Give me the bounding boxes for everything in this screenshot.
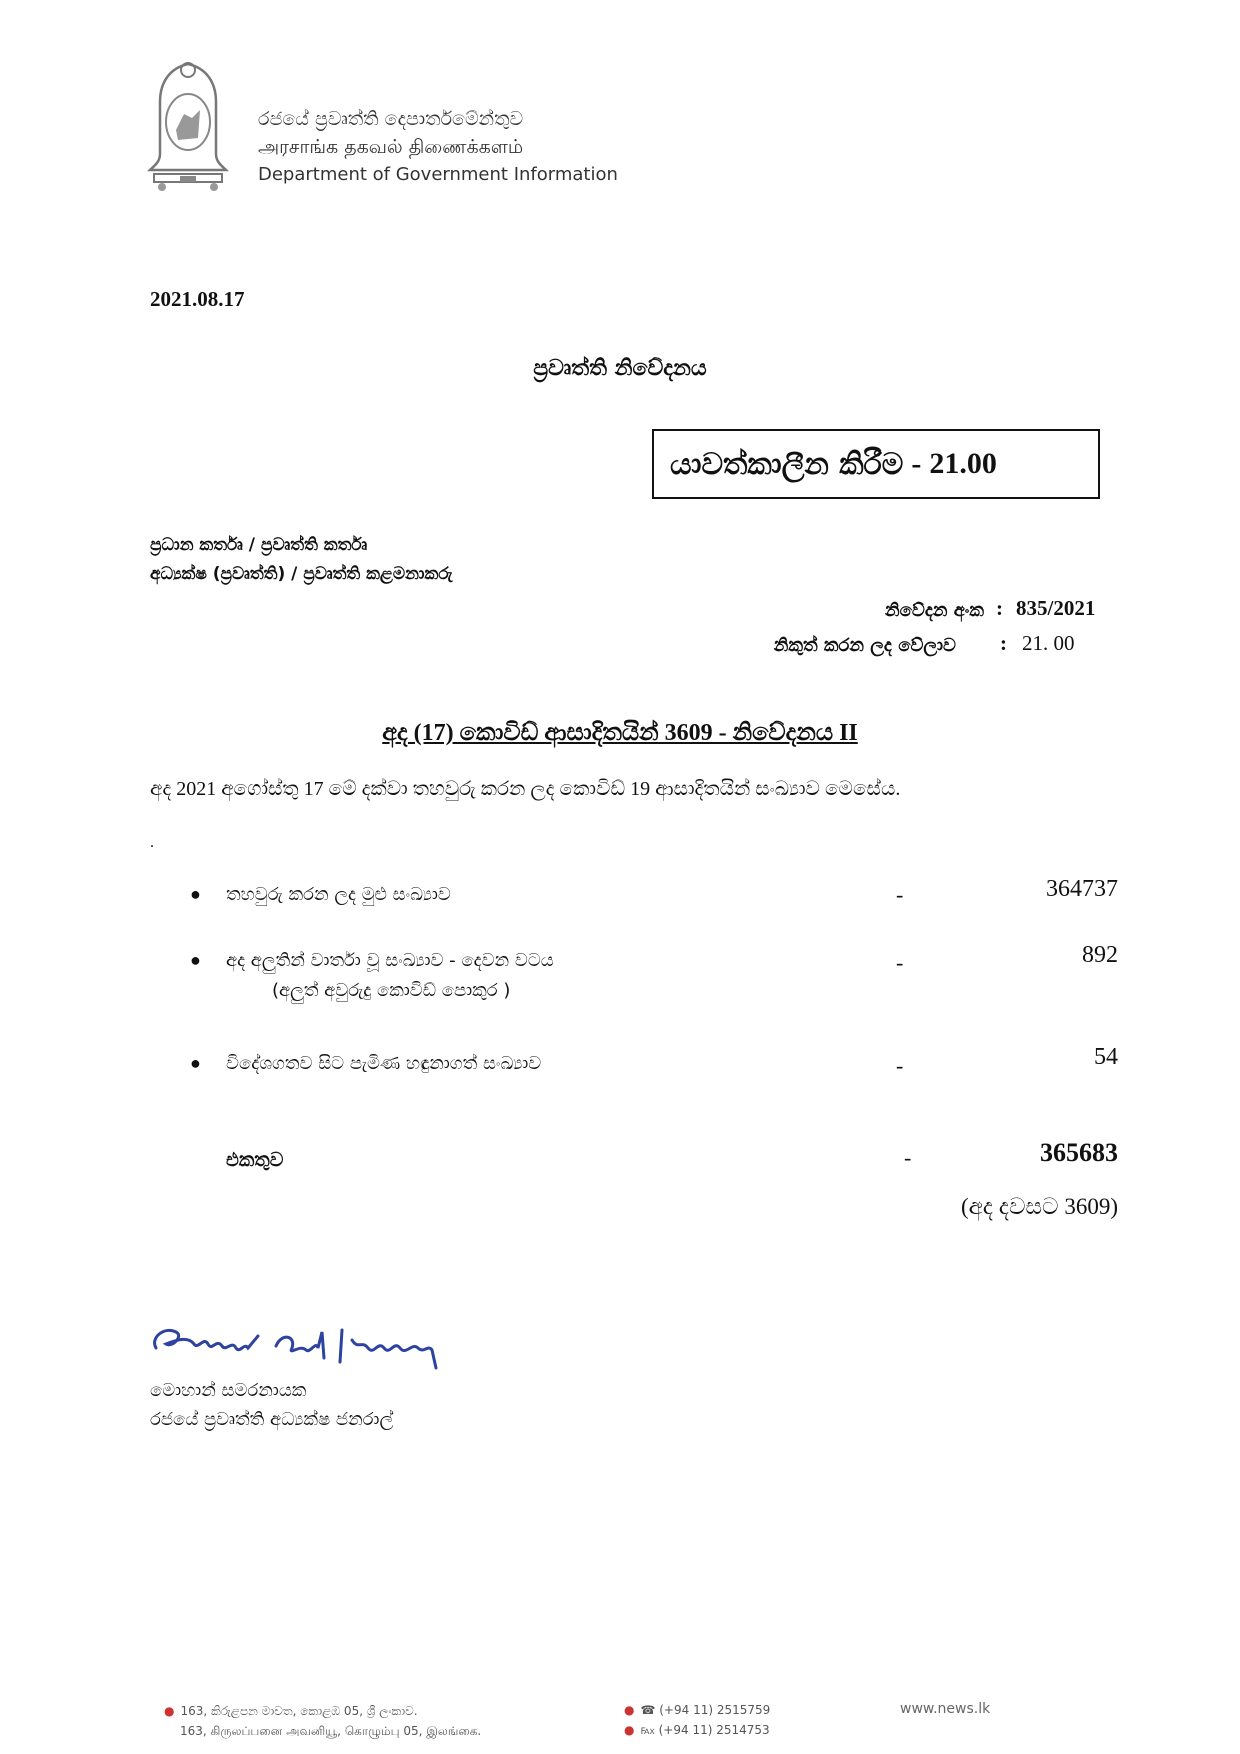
handwritten-signature — [146, 1318, 476, 1376]
release-time-label: නිකුත් කරන ලද වේලාව — [773, 635, 956, 656]
item-dash: - — [896, 882, 904, 907]
update-time: 21.00 — [929, 447, 997, 480]
bullet-icon: ● — [190, 884, 201, 904]
intro-paragraph: අද 2021 අගෝස්තු 17 මේ දක්වා තහවුරු කරන ලද කොවිඩ් 19 ආසාදිතයින් සංඛ්‍යාව මෙසේය. — [150, 778, 901, 800]
stray-mark: . — [150, 834, 154, 851]
document-date: 2021.08.17 — [150, 287, 245, 311]
footer-address-sinhala: ● 163, කිරුළපන මාවත, කොළඹ 05, ශ්‍රී ලංකාව. — [164, 1704, 418, 1718]
update-time-box — [652, 429, 1100, 499]
footer-telephone: ● ☎ (+94 11) 2515759 — [624, 1703, 771, 1717]
document-title: ප්‍රවෘත්ති නිවේදනය — [533, 356, 707, 381]
release-time-colon: : — [1000, 631, 1007, 655]
release-number-value: 835/2021 — [1016, 596, 1096, 620]
signatory-title: රජයේ ප්‍රවෘත්ති අධ්‍යක්ෂ ජනරාල් — [150, 1409, 394, 1430]
total-label: එකතුව — [226, 1149, 284, 1171]
bullet-icon: ● — [190, 1053, 201, 1073]
footer-website[interactable]: www.news.lk — [900, 1701, 991, 1717]
item-label: විදේශගතව සිට පැමිණ හඳුනාගත් සංඛ්‍යාව — [226, 1053, 542, 1074]
total-dash: - — [904, 1145, 912, 1170]
total-value: 365683 — [1040, 1138, 1118, 1167]
item-label: තහවුරු කරන ලද මුළු සංඛ්‍යාව — [226, 884, 451, 905]
item-value: 892 — [1082, 942, 1118, 968]
letterhead-name-tamil: அரசாங்க தகவல் திணைக்களம் — [258, 136, 524, 158]
release-number-colon: : — [996, 596, 1003, 620]
fax-icon: ℻ — [640, 1723, 659, 1737]
update-separator: - — [911, 447, 922, 480]
update-label: යාවත්කාලීන කිරීම — [670, 446, 904, 482]
release-number-label: නිවේදන අංක — [885, 600, 984, 621]
phone-icon: ☎ — [640, 1703, 660, 1717]
bullet-icon: ● — [190, 950, 201, 970]
release-time-value: 21. 00 — [1022, 631, 1075, 655]
item-dash: - — [896, 950, 904, 975]
signatory-name: මොහාන් සමරනායක — [150, 1380, 307, 1401]
item-value: 54 — [1094, 1044, 1118, 1070]
addressee-line-1: ප්‍රධාන කර්තෘ / ප්‍රවෘත්ති කර්තෘ — [150, 535, 368, 555]
release-heading: අද (17) කොවිඩ් ආසාදිතයින් 3609 - නිවේදනය II — [382, 720, 858, 746]
footer-fax: ● ℻ (+94 11) 2514753 — [624, 1723, 770, 1737]
letterhead-name-english: Department of Government Information — [258, 164, 618, 185]
item-value: 364737 — [1046, 876, 1118, 902]
item-dash: - — [896, 1053, 904, 1078]
government-emblem-icon — [140, 58, 236, 193]
today-count-note: (අද දවසට 3609) — [960, 1194, 1118, 1219]
item-sublabel: (අලුත් අවුරුදු කොවිඩ් පොකුර ) — [272, 980, 511, 1001]
footer-address-tamil: 163, கிருலப்பனை அவனியூ, கொழும்பு 05, இலங்கை. — [180, 1724, 482, 1738]
addressee-line-2: අධ්‍යක්ෂ (ප්‍රවෘත්ති) / ප්‍රවෘත්ති කළමනාකරු — [150, 564, 453, 584]
letterhead-name-sinhala: රජයේ ප්‍රවෘත්ති දෙපාර්තමේන්තුව — [258, 108, 524, 130]
item-label: අද අලුතින් වාර්තා වූ සංඛ්‍යාව - දෙවන වටය — [226, 950, 554, 971]
